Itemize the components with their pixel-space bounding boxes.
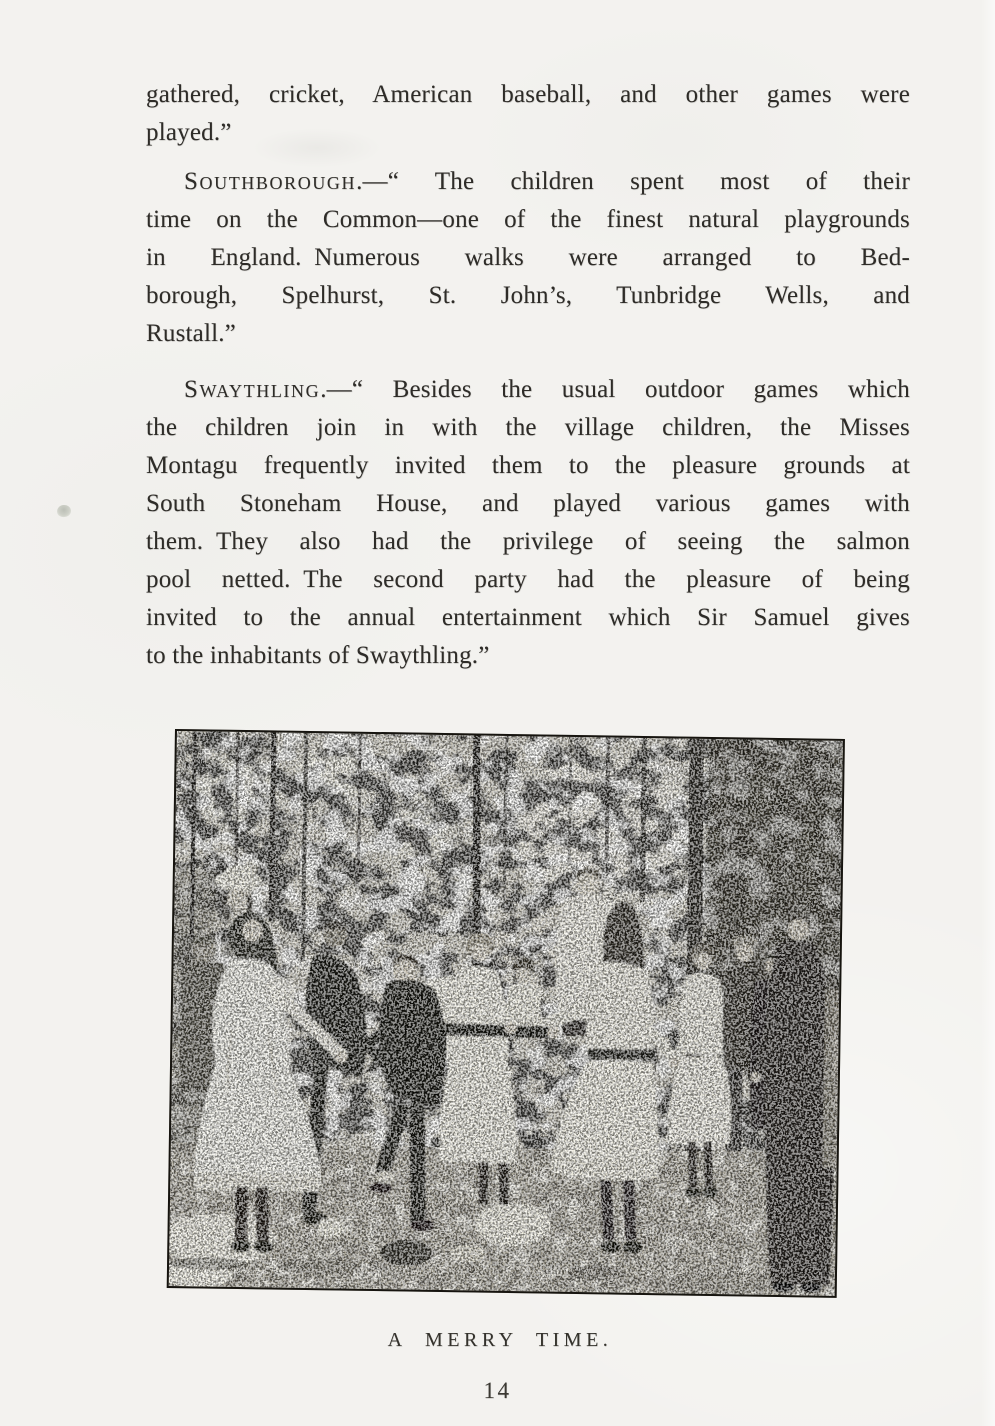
text-line: gathered, cricket, American baseball, and other games were <box>146 81 910 108</box>
text-line: Swaythling.—“ Besides the usual outdoor games which <box>184 376 910 403</box>
paragraph-continuation <box>146 76 910 152</box>
text-line: Montagu frequently invited them to the pleasure grounds at <box>146 452 910 479</box>
paragraph-southborough <box>146 163 910 353</box>
text-line: them. They also had the privilege of seeing the salmon <box>146 528 910 555</box>
text-line: played.” <box>146 119 232 146</box>
text-line: pool netted. The second party had the pleasure of being <box>146 566 910 593</box>
text-line: the children join in with the village children, the Misses <box>146 414 910 441</box>
place-name-smallcaps: Southborough <box>184 168 357 195</box>
text-line: Rustall.” <box>146 320 236 347</box>
text-line: South Stoneham House, and played various games with <box>146 490 910 517</box>
text-line: to the inhabitants of Swaythling.” <box>146 642 490 669</box>
paragraph-swaythling <box>146 371 910 675</box>
photo-figure <box>175 729 845 1352</box>
text-line: borough, Spelhurst, St. John’s, Tunbridge Wells, and <box>146 282 910 309</box>
text-line: invited to the annual entertainment which Sir Samuel gives <box>146 604 910 631</box>
text-line: in England. Numerous walks were arranged to Bed- <box>146 244 910 271</box>
text-line: Southborough.—“ The children spent most of their <box>184 168 910 195</box>
body-text <box>146 76 910 675</box>
text-line: time on the Common—one of the finest natural playgrounds <box>146 206 910 233</box>
place-name-smallcaps: Swaythling <box>184 376 321 403</box>
page-number: 14 <box>483 1378 512 1403</box>
photo-svg <box>169 731 843 1296</box>
smudge-mark <box>56 504 72 518</box>
photo-grain <box>169 731 843 1296</box>
photo-caption: A MERRY TIME. <box>387 1329 613 1351</box>
photo-a-merry-time <box>167 729 845 1298</box>
